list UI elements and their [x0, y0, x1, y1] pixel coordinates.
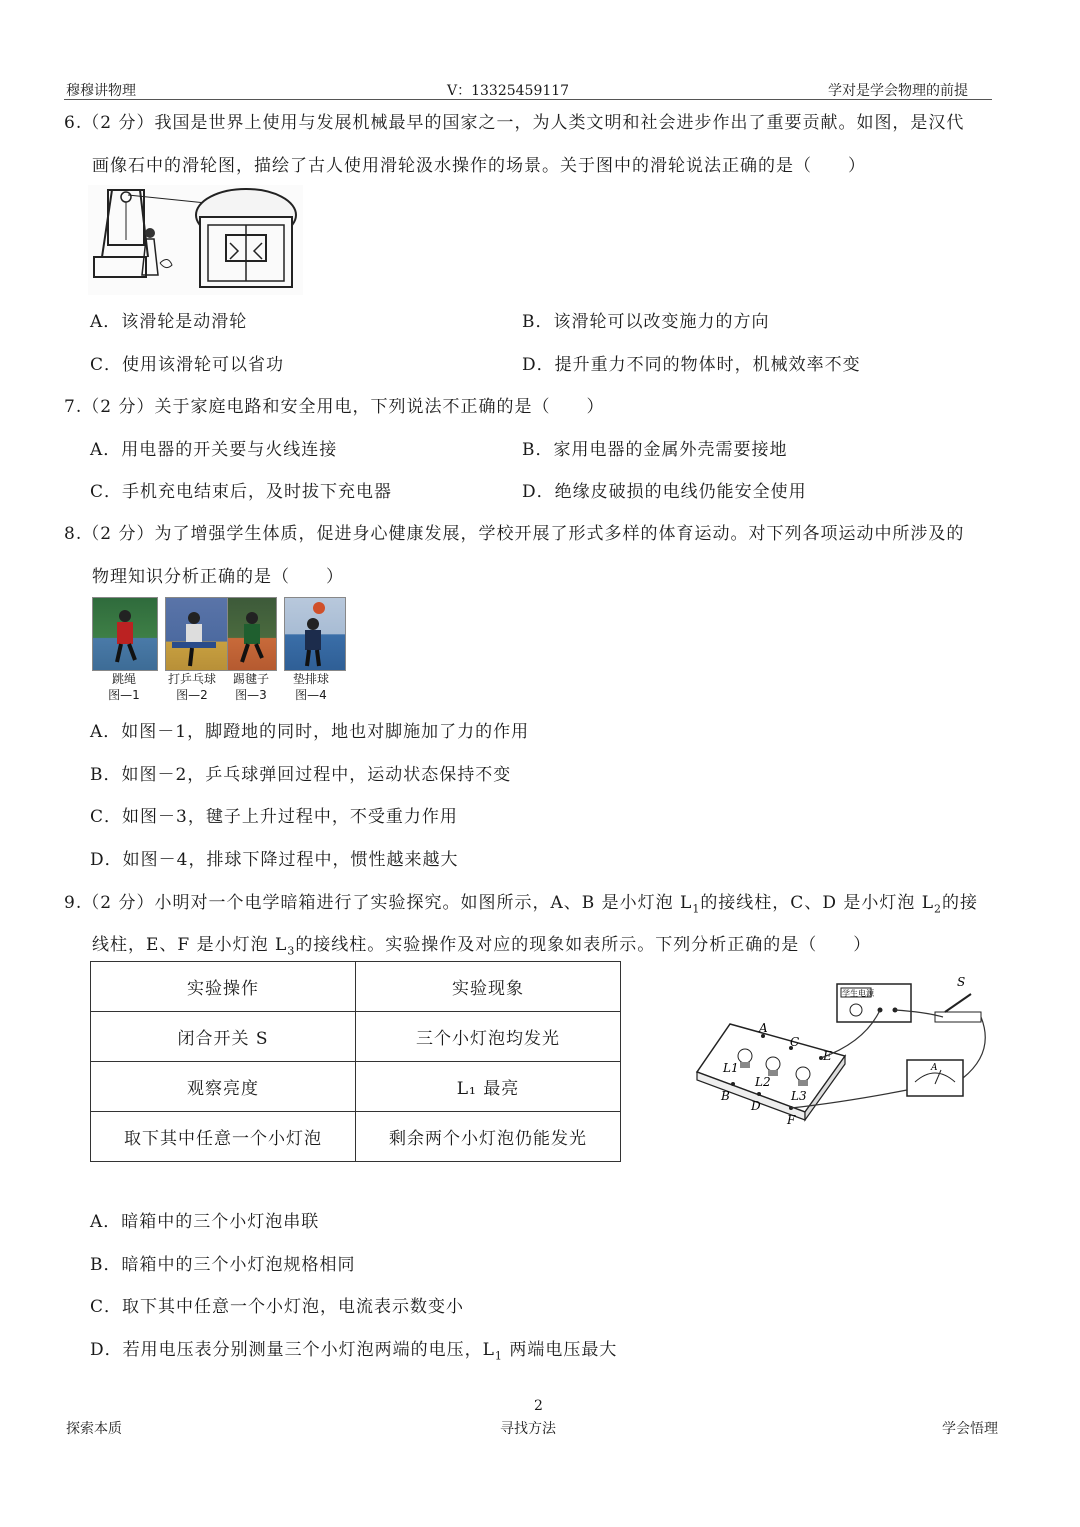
q9-option-b: B．暗箱中的三个小灯泡规格相同: [90, 1255, 356, 1275]
table-row: [91, 1062, 621, 1112]
header-rule: [64, 99, 992, 100]
photo-table-tennis: [165, 597, 231, 671]
experiment-table: [90, 961, 621, 1162]
table-row: [91, 962, 621, 1012]
q7-option-c: C．手机充电结束后，及时拔下充电器: [90, 482, 393, 502]
q6-option-d: D．提升重力不同的物体时，机械效率不变: [522, 355, 861, 375]
footer-left: 探索本质: [66, 1421, 122, 1437]
fig-caption-3-label: 图—3: [235, 688, 267, 702]
bulb-l3-label: L3: [791, 1089, 807, 1103]
q9-sub-2: 2: [934, 902, 943, 916]
q9-stem-line1: [64, 888, 978, 915]
q9-option-d: [90, 1335, 617, 1362]
fig-caption-3-name: 踢毽子: [232, 672, 269, 686]
fig-caption-2-name: 打乒乓球: [167, 672, 216, 686]
fig-caption-2: [160, 671, 224, 703]
fig-caption-1-name: 跳绳: [111, 672, 136, 686]
header-center: V：13325459117: [447, 83, 570, 99]
q9-stem-part5: 的接线柱。实验操作及对应的现象如表所示。下列分析正确的是（ ）: [295, 935, 872, 955]
bulb-l2-icon: [766, 1057, 780, 1076]
q7-option-b: B．家用电器的金属外壳需要接地: [522, 440, 788, 460]
q8-option-d: D．如图－4，排球下降过程中，惯性越来越大: [90, 850, 459, 870]
q8-option-c: C．如图－3，毽子上升过程中，不受重力作用: [90, 807, 458, 827]
footer-right: 学会悟理: [942, 1421, 998, 1437]
q9-stem-part1: 9.（2 分）小明对一个电学暗箱进行了实验探究。如图所示，A、B 是小灯泡 L: [64, 893, 693, 913]
photo-shuttlecock: [227, 597, 277, 671]
q6-stem-line2: 画像石中的滑轮图，描绘了古人使用滑轮汲水操作的场景。关于图中的滑轮说法正确的是（ ）: [92, 156, 866, 176]
circuit-diagram: [695, 972, 995, 1132]
q9-sub-3: 3: [287, 944, 296, 958]
bulb-l1-icon: [738, 1049, 752, 1068]
ammeter-label: A: [931, 1063, 938, 1073]
fig-caption-4: [279, 671, 343, 703]
q9-option-d-part1: D．若用电压表分别测量三个小灯泡两端的电压，L: [90, 1340, 495, 1360]
table-header-phenomenon: 实验现象: [356, 962, 621, 1012]
fig-caption-1: [92, 671, 156, 703]
table-cell: 闭合开关 S: [91, 1012, 356, 1062]
q7-stem: 7.（2 分）关于家庭电路和安全用电，下列说法不正确的是（ ）: [64, 397, 605, 417]
fig-caption-4-name: 垫排球: [292, 672, 329, 686]
bulb-l1-label: L1: [723, 1061, 739, 1075]
terminal-b: B: [721, 1089, 730, 1103]
power-supply-label: 学生电源: [842, 989, 874, 998]
fig-caption-4-label: 图—4: [295, 688, 327, 702]
photo-jump-rope: [92, 597, 158, 671]
q9-option-a: A．暗箱中的三个小灯泡串联: [90, 1212, 320, 1232]
table-row: [91, 1012, 621, 1062]
q6-option-b: B．该滑轮可以改变施力的方向: [522, 312, 770, 332]
fig-caption-1-label: 图—1: [108, 688, 140, 702]
page-number: 2: [534, 1398, 543, 1414]
terminal-f: F: [787, 1113, 796, 1127]
table-cell: 取下其中任意一个小灯泡: [91, 1112, 356, 1162]
q9-option-d-sub: 1: [494, 1349, 503, 1363]
q9-stem-part3: 的接: [942, 893, 979, 913]
fig-caption-3: [219, 671, 283, 703]
fig-caption-2-label: 图—2: [176, 688, 208, 702]
q9-stem-part4: 线柱，E、F 是小灯泡 L: [92, 935, 288, 955]
q8-option-b: B．如图－2，乒乓球弹回过程中，运动状态保持不变: [90, 765, 512, 785]
terminal-c: C: [790, 1035, 800, 1049]
q7-option-d: D．绝缘皮破损的电线仍能安全使用: [522, 482, 807, 502]
photo-volleyball: [284, 597, 346, 671]
table-row: [91, 1112, 621, 1162]
header-left: 穆穆讲物理: [66, 83, 136, 99]
switch-icon: [935, 994, 981, 1022]
q6-stem-line1: 6.（2 分）我国是世界上使用与发展机械最早的国家之一，为人类文明和社会进步作出了重要贡献。如图，是汉代: [64, 113, 965, 133]
footer-center: 寻找方法: [500, 1421, 556, 1437]
table-cell: 观察亮度: [91, 1062, 356, 1112]
q9-stem-part2: 的接线柱，C、D 是小灯泡 L: [700, 893, 935, 913]
bulb-l3-icon: [796, 1067, 810, 1086]
terminal-e: E: [823, 1049, 832, 1063]
pulley-figure: [88, 185, 303, 295]
terminal-a: A: [759, 1021, 768, 1035]
table-cell: 三个小灯泡均发光: [356, 1012, 621, 1062]
switch-label: S: [957, 975, 966, 989]
q9-sub-1: 1: [692, 902, 701, 916]
table-header-operation: 实验操作: [91, 962, 356, 1012]
table-cell: 剩余两个小灯泡仍能发光: [356, 1112, 621, 1162]
q8-stem-line1: 8.（2 分）为了增强学生体质，促进身心健康发展，学校开展了形式多样的体育运动。对下列各项运动中所涉及的: [64, 524, 965, 544]
q9-option-d-part2: 两端电压最大: [502, 1340, 618, 1360]
table-cell: L₁ 最亮: [356, 1062, 621, 1112]
q8-option-a: A．如图－1，脚蹬地的同时，地也对脚施加了力的作用: [90, 722, 530, 742]
q8-stem-line2: 物理知识分析正确的是（ ）: [92, 567, 344, 587]
header-right: 学对是学会物理的前提: [828, 83, 968, 99]
terminal-d: D: [751, 1099, 761, 1113]
q9-option-c: C．取下其中任意一个小灯泡，电流表示数变小: [90, 1297, 465, 1317]
q9-stem-line2: [92, 930, 871, 957]
q7-option-a: A．用电器的开关要与火线连接: [90, 440, 338, 460]
q6-option-c: C．使用该滑轮可以省功: [90, 355, 285, 375]
bulb-l2-label: L2: [755, 1075, 771, 1089]
q6-option-a: A．该滑轮是动滑轮: [90, 312, 248, 332]
